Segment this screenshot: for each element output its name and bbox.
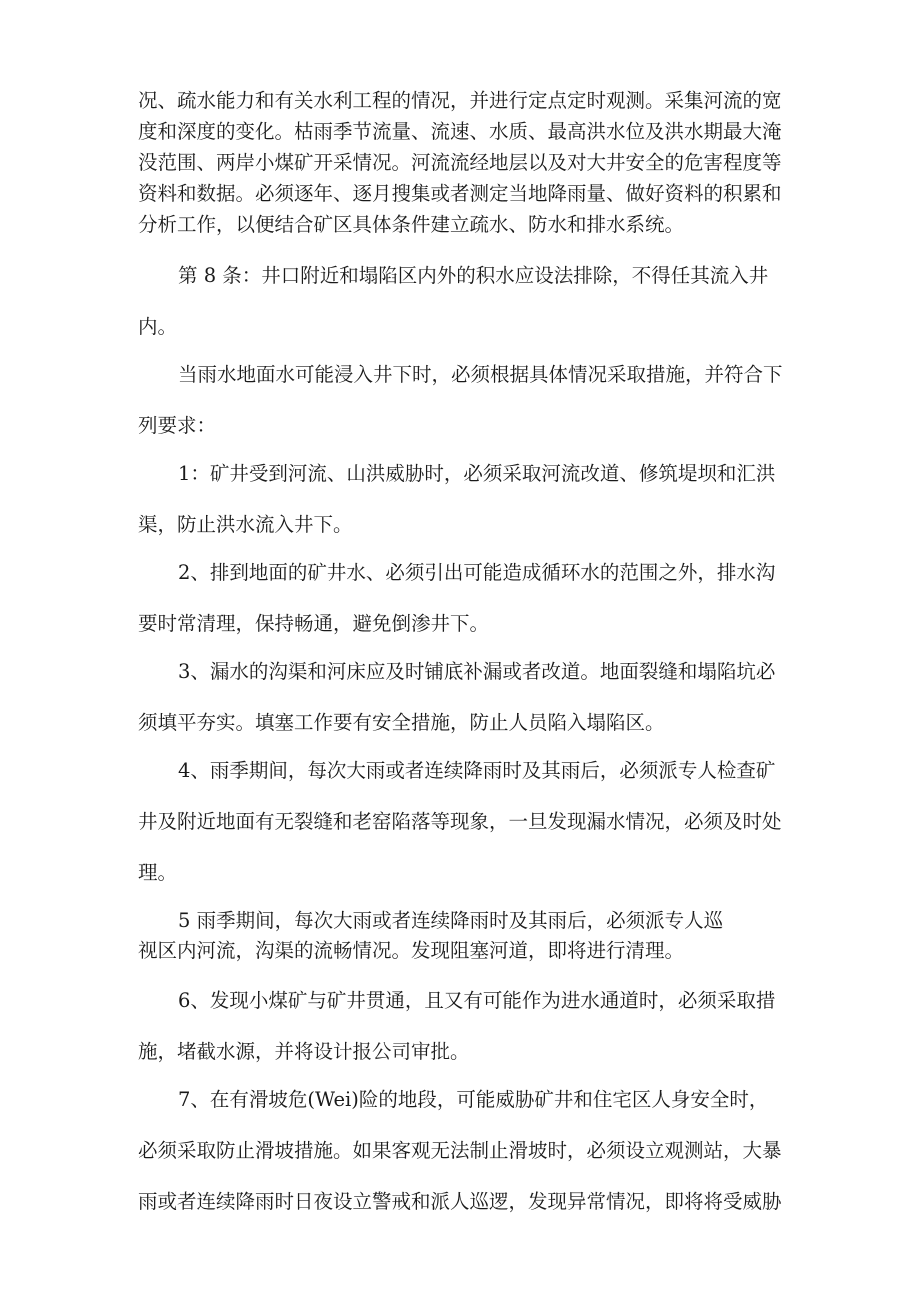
text-line: 内。 (138, 315, 178, 338)
text-line: 雨或者连续降雨时日夜设立警戒和派人巡逻，发现异常情况，即将将受威胁 (138, 1190, 782, 1213)
text-line: 7、在有滑坡危(Wei)险的地段，可能威胁矿井和住宅区人身安全时， (178, 1088, 769, 1111)
text-line: 4、雨季期间，每次大雨或者连续降雨时及其雨后，必须派专人检查矿 (178, 759, 776, 782)
text-line: 况、疏水能力和有关水利工程的情况，并进行定点定时观测。采集河流的宽 (138, 89, 782, 112)
text-line: 没范围、两岸小煤矿开采情况。河流流经地层以及对大井安全的危害程度等 (138, 151, 782, 174)
text-line: 要时常清理，保持畅通，避免倒渗井下。 (138, 612, 490, 635)
text-line: 3、漏水的沟渠和河床应及时铺底补漏或者改道。地面裂缝和塌陷坑必 (178, 660, 776, 683)
text-line: 视区内河流，沟渠的流畅情况。发现阻塞河道，即将进行清理。 (138, 939, 685, 962)
text-line: 6、发现小煤矿与矿井贯通，且又有可能作为进水通道时，必须采取措 (178, 989, 776, 1012)
text-line: 渠，防止洪水流入井下。 (138, 513, 353, 536)
text-line: 5 雨季期间，每次大雨或者连续降雨时及其雨后，必须派专人巡 (178, 909, 724, 932)
text-line: 资料和数据。必须逐年、逐月搜集或者测定当地降雨量、做好资料的积累和 (138, 182, 782, 205)
text-line: 列要求： (138, 414, 217, 437)
text-line: 当雨水地面水可能浸入井下时，必须根据具体情况采取措施，并符合下 (178, 363, 783, 386)
text-line: 必须采取防止滑坡措施。如果客观无法制止滑坡时，必须设立观测站，大暴 (138, 1139, 782, 1162)
text-line: 度和深度的变化。枯雨季节流量、流速、水质、最高洪水位及洪水期最大淹 (138, 120, 782, 143)
text-line: 第 8 条：井口附近和塌陷区内外的积水应设法排除，不得任其流入井 (178, 264, 769, 287)
text-line: 施，堵截水源，并将设计报公司审批。 (138, 1040, 470, 1063)
text-line: 1：矿井受到河流、山洪威胁时，必须采取河流改道、修筑堤坝和汇洪 (178, 462, 776, 485)
text-line: 须填平夯实。填塞工作要有安全措施，防止人员陷入塌陷区。 (138, 711, 665, 734)
text-line: 井及附近地面有无裂缝和老窑陷落等现象，一旦发现漏水情况，必须及时处 (138, 810, 782, 833)
text-line: 2、排到地面的矿井水、必须引出可能造成循环水的范围之外，排水沟 (178, 561, 776, 584)
text-line: 分析工作，以便结合矿区具体条件建立疏水、防水和排水系统。 (138, 213, 685, 236)
text-line: 理。 (138, 861, 178, 884)
